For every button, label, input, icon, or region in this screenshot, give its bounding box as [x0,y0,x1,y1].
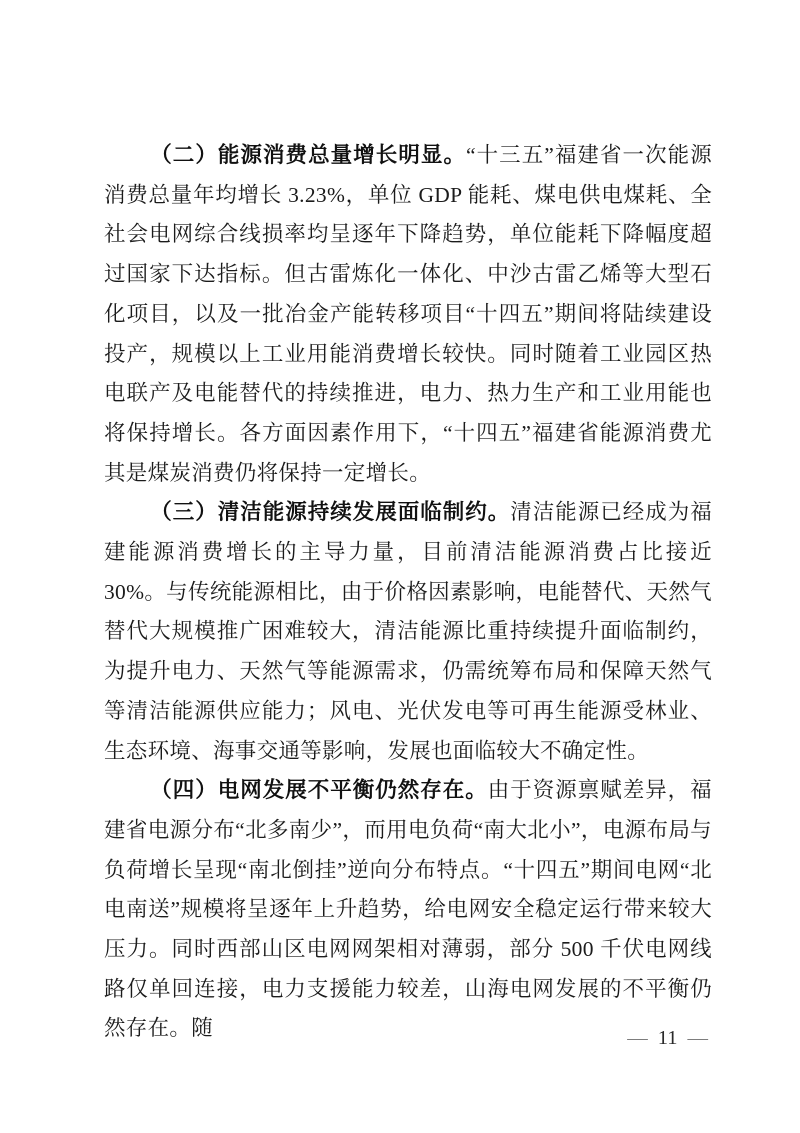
document-body [104,136,712,1049]
paragraph-grid-imbalance-body: 由于资源禀赋差异，福建省电源分布“北多南少”，而用电负荷“南大北小”，电源布局与负荷增长呈现“南北倒挂”逆向分布特点。“十四五”期间电网“北电南送”规模将呈逐年上升趋势，给电网安全稳定运行带来较大压力。同时西部山区电网网架相对薄弱，部分 500 千伏电网线路仅单回连接，电力支援能力较差，山海电网发展的不平衡仍然存在。随 [104,778,712,1041]
paragraph-clean-energy-body: 清洁能源已经成为福建能源消费增长的主导力量，目前清洁能源消费占比接近 30%。与传统能源相比，由于价格因素影响，电能替代、天然气替代大规模推广困难较大，清洁能源比重持续提升面临制约，为提升电力、天然气等能源需求，仍需统筹布局和保障天然气等清洁能源供应能力；风电、光伏发电等可再生能源受林业、生态环境、海事交通等影响，发展也面临较大不确定性。 [104,500,712,763]
page-number [627,1026,708,1050]
paragraph-energy-consumption-body: “十三五”福建省一次能源消费总量年均增长 3.23%，单位 GDP 能耗、煤电供电煤耗、全社会电网综合线损率均呈逐年下降趋势，单位能耗下降幅度超过国家下达指标。但古雷炼化一体化、中沙古雷乙烯等大型石化项目，以及一批冶金产能转移项目“十四五”期间将陆续建设投产，规模以上工业用能消费增长较快。同时随着工业园区热电联产及电能替代的持续推进，电力、热力生产和工业用能也将保持增长。各方面因素作用下，“十四五”福建省能源消费尤其是煤炭消费仍将保持一定增长。 [104,143,712,485]
paragraph-clean-energy [104,493,712,771]
page-number-left-dash: — [627,1027,648,1049]
paragraph-grid-imbalance-heading: （四）电网发展不平衡仍然存在。 [150,778,488,803]
paragraph-energy-consumption [104,136,712,493]
paragraph-clean-energy-heading: （三）清洁能源持续发展面临制约。 [150,500,511,525]
page-number-value: 11 [657,1027,678,1049]
page-number-right-dash: — [687,1027,708,1049]
paragraph-energy-consumption-heading: （二）能源消费总量增长明显。 [150,143,466,167]
paragraph-grid-imbalance [104,771,712,1049]
